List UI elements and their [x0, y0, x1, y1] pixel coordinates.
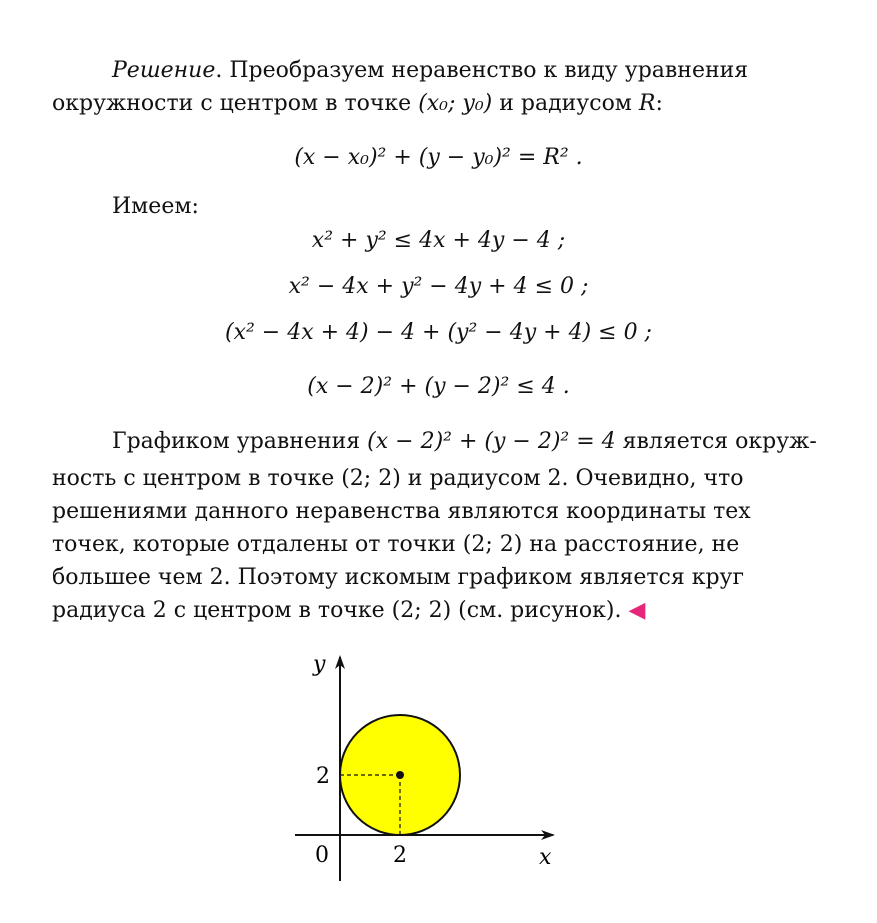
- disk-figure: [285, 645, 575, 885]
- center-dot: [396, 771, 404, 779]
- x-axis-label: x: [539, 845, 552, 870]
- intro-line-1: Решение. Преобразуем неравенство к виду уравнения: [112, 58, 749, 83]
- origin-label: 0: [315, 843, 329, 868]
- end-of-proof-icon: ◀: [628, 598, 646, 623]
- conclusion-line-1: Графиком уравнения (x − 2)² + (y − 2)² = 4 является окруж-: [112, 429, 817, 454]
- center-point: (x₀; y₀): [418, 91, 493, 116]
- conclusion-line-4: точек, которые отдалены от точки (2; 2) на расстояние, не: [52, 532, 740, 557]
- step-1: x² + y² ≤ 4x + 4y − 4 ;: [311, 228, 566, 253]
- step-3: (x² − 4x + 4) − 4 + (y² − 4y + 4) ≤ 0 ;: [225, 320, 652, 345]
- conclusion-line-3: решениями данного неравенства являются координаты тех: [52, 499, 751, 524]
- conclusion-paragraph: [52, 425, 828, 627]
- solution-word: Решение: [112, 58, 216, 83]
- x-tick-label: 2: [393, 843, 407, 868]
- intro-line-2: окружности с центром в точке (x₀; y₀) и радиусом R:: [52, 91, 663, 116]
- inline-equation: (x − 2)² + (y − 2)² = 4: [367, 429, 616, 454]
- y-axis-label: y: [313, 652, 326, 677]
- circle-equation: (x − x₀)² + (y − y₀)² = R² .: [294, 145, 583, 170]
- y-tick-label: 2: [316, 764, 330, 789]
- radius-var: R: [638, 91, 656, 116]
- conclusion-line-6: радиуса 2 с центром в точке (2; 2) (см. рисунок). ◀: [52, 598, 646, 623]
- conclusion-line-5: большее чем 2. Поэтому искомым графиком является круг: [52, 565, 745, 590]
- step-2: x² − 4x + y² − 4y + 4 ≤ 0 ;: [288, 274, 589, 299]
- conclusion-line-2: ность с центром в точке (2; 2) и радиусом 2. Очевидно, что: [52, 466, 744, 491]
- imeem-line: Имеем:: [112, 194, 199, 219]
- step-4: (x − 2)² + (y − 2)² ≤ 4 .: [307, 374, 570, 399]
- intro-paragraph: [52, 54, 828, 120]
